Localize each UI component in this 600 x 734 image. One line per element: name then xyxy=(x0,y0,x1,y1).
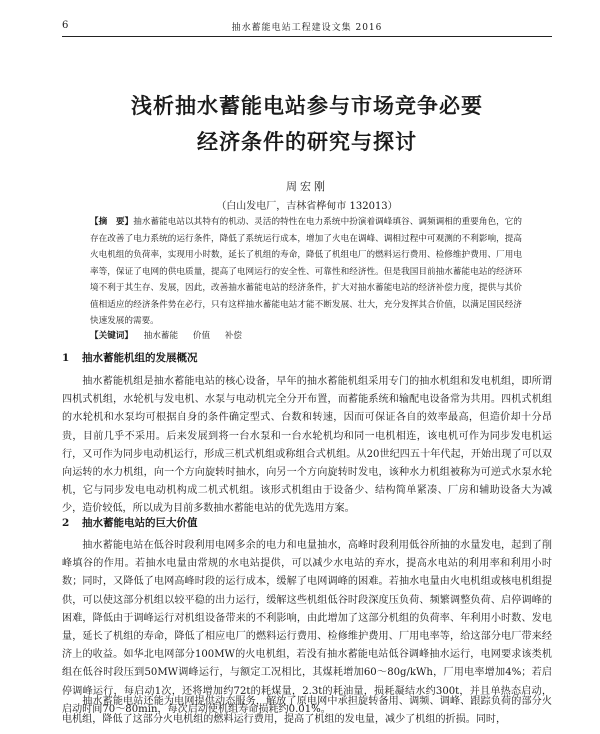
abstract-label: 【摘 要】 xyxy=(90,217,134,227)
author-name: 周宏刚 xyxy=(286,180,328,193)
abstract-text: 抽水蓄能电站以其特有的机动、灵活的特性在电力系统中扮演着调峰填谷、调频调相的重要角色，它的存在改善了电力系统的运行条件，降低了系统运行成本，增加了火电在调峰、调相过程中可观测的不利影响，提高火电机组的负荷率，实现用小时数，延长了机组的寿命，降低了机组电厂的燃料运行费用、检修维护费用、厂用电率等，保证了电网的供电质量，提高了电网运行的安全性、可靠性和经济性。但是我国目前抽水蓄能电站的经济环境不利于其生存、发展，因此，改善抽水蓄能电站的经济条件，扩大对抽水蓄能电站的经济补偿力度，提供与其价值相适应的经济条件势在必行，只有这样抽水蓄能电站才能不断发展、壮大，充分发挥其合价值，以满足国民经济快速发展的需要。 xyxy=(90,217,522,326)
section-heading-1 xyxy=(62,350,198,365)
abstract xyxy=(90,214,522,330)
journal-title: 抽水蓄能电站工程建设文集 2016 xyxy=(231,23,383,33)
title-line-1: 浅析抽水蓄能电站参与市场竞争必要 xyxy=(131,93,483,118)
section-title: 抽水蓄能机组的发展概况 xyxy=(82,352,198,364)
section-heading-2 xyxy=(62,515,198,530)
author-affiliation: （白山发电厂，吉林省桦甸市 132013） xyxy=(216,201,398,212)
body-paragraph: 抽水蓄能电站还能为电网提供动态服务，解放了原电网中承担旋转备用、调频、调峰、跟踪负荷的部分火电机组，降低了这部分火电机组的燃料运行费用，提高了机组的发电量，减少了机组的折损。同时， xyxy=(62,696,552,726)
title-line-2: 经济条件的研究与探讨 xyxy=(197,129,417,154)
keywords xyxy=(90,329,522,341)
keyword: 抽水蓄能 xyxy=(143,331,179,341)
section-title: 抽水蓄能电站的巨大价值 xyxy=(82,517,198,529)
keywords-label: 【关键词】 xyxy=(90,331,133,341)
keyword: 价值 xyxy=(192,331,211,341)
article-title xyxy=(62,88,552,160)
page-number: 6 xyxy=(62,20,69,31)
running-header xyxy=(62,18,552,37)
body-paragraph: 抽水蓄能电站在低谷时段利用电网多余的电力和电量抽水，高峰时段利用低谷所抽的水量发电，起到了削峰填谷的作用。若抽水电量由常规的水电站提供，可以减少水电站的弃水，提高水电站的利用率和利用小时数；同时，又降低了电网高峰时段的运行成本，缓解了电网调峰的困难。若抽水电量由火电机组或核电机组提供，可以使这部分机组以较平稳的出力运行，缓解这些机组低谷时段深度压负荷、频繁调整负荷、启停调峰的困难，降低由于调峰运行对机组设备带来的不利影响，由此增加了这部分机组的负荷率、年利用小时数、发电量，延长了机组的寿命，降低了相应电厂的燃料运行费用、检修维护费用、厂用电率等，给这部分电厂带来经济上的收益。如华北电网部分100MW的火电机组，若没有抽水蓄能电站低谷调峰抽水运行，电网要求该类机组在低谷时段压到50MW调峰运行，与额定工况相比，其煤耗增加60～80g/kWh，厂用电率增加4%；若启停调峰运行，每启动1次，还将增加约72t的耗煤量，2.3t的耗油量，损耗凝结水约300t，并且单热态启动，启动时间70～80min，每次启动使机组寿命损耗约0.01%。 xyxy=(62,540,552,715)
keyword: 补偿 xyxy=(224,331,242,341)
body-paragraph: 抽水蓄能机组是抽水蓄能电站的核心设备，早年的抽水蓄能机组采用专门的抽水机组和发电机组，即所谓四机式机组，水轮机与发电机、水泵与电动机完全分开布置，而蓄能系统和输配电设备常为共用。四机式机组的水轮机和水泵均可根据自身的条件确定型式、台数和转速，因而可保证各自的效率最高，但造价却十分昂贵，目前几乎不采用。后来发展到将一台水泵和一台水轮机均和同一电机相连，该电机可作为同步发电机运行，又可作为同步电动机运行，形成三机式机组或称组合式机组。从20世纪四五十年代起，开始出现了可以双向运转的水力机组，向一个方向旋转时抽水，向另一个方向旋转时发电，该种水力机组被称为可逆式水泵水轮机，它与同步发电电动机构成二机式机组。该形式机组由于设备少、结构简单紧凑、厂房和辅助设备大为减少，造价较低，所以成为目前多数抽水蓄能电站的优先选用方案。 xyxy=(62,376,552,515)
section-number: 1 xyxy=(62,352,70,364)
section-number: 2 xyxy=(62,517,70,529)
